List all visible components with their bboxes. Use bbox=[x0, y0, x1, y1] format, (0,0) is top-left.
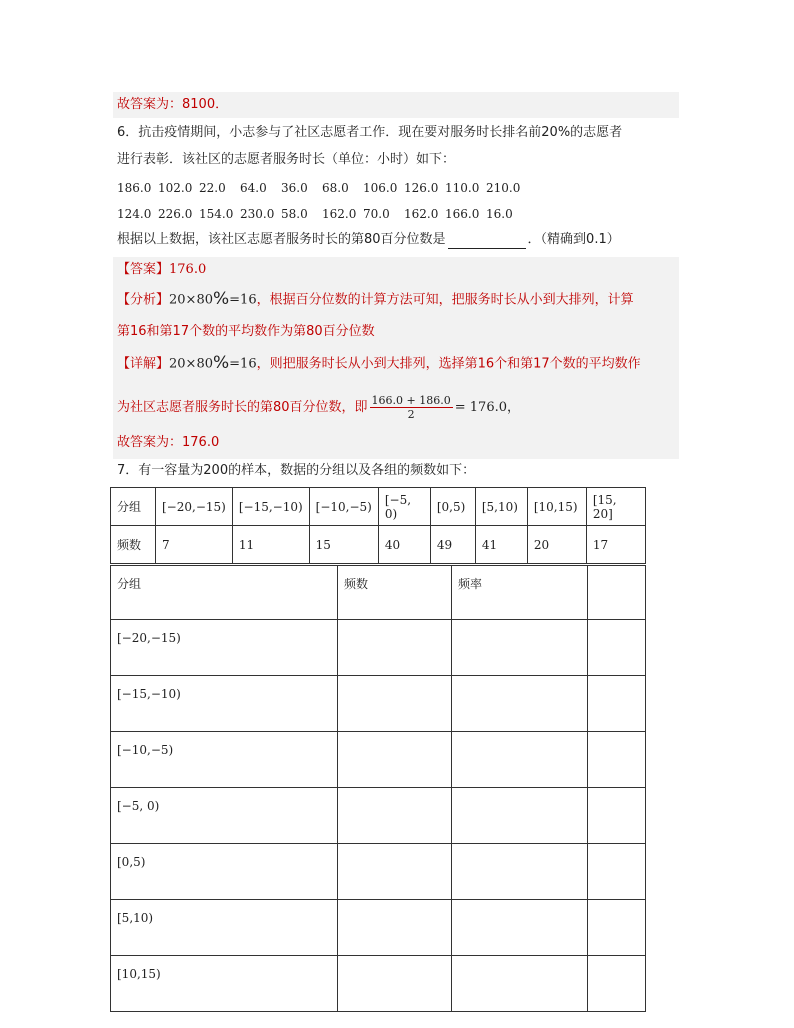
answer-blank bbox=[448, 235, 526, 249]
data-value: 210.0 bbox=[486, 181, 521, 195]
group-cell: [−20,−15) bbox=[156, 488, 233, 526]
t2-header-extra bbox=[588, 566, 646, 620]
data-value: 68.0 bbox=[322, 181, 349, 195]
frequency-table bbox=[110, 487, 646, 564]
q6-data-row2 bbox=[117, 205, 527, 223]
t2-freq-cell[interactable] bbox=[338, 620, 452, 676]
analysis-tag: 【分析】 bbox=[117, 292, 170, 308]
freq-header: 频数 bbox=[111, 526, 156, 564]
t2-rate-cell[interactable] bbox=[452, 788, 588, 844]
table2-row bbox=[111, 732, 646, 788]
freq-cell: 41 bbox=[475, 526, 527, 564]
freq-cell: 17 bbox=[586, 526, 645, 564]
detail-calc-eq: =16 bbox=[229, 356, 257, 372]
table2-row bbox=[111, 900, 646, 956]
q6-line1: 6．抗击疫情期间，小志参与了社区志愿者工作．现在要对服务时长排名前20%的志愿者 bbox=[117, 125, 623, 140]
table2-row bbox=[111, 676, 646, 732]
q6-answer bbox=[117, 261, 206, 279]
analysis-text1: ，根据百分位数的计算方法可知，把服务时长从小到大排列，计算 bbox=[256, 292, 634, 308]
data-value: 230.0 bbox=[240, 207, 275, 221]
question-text: 根据以上数据，该社区志愿者服务时长的第80百分位数是 bbox=[117, 232, 446, 247]
freq-cell: 7 bbox=[156, 526, 233, 564]
data-value: 102.0 bbox=[158, 181, 193, 195]
groups-header: 分组 bbox=[111, 488, 156, 526]
percent-sign-2: % bbox=[213, 353, 230, 373]
t2-extra-cell bbox=[588, 732, 646, 788]
data-value: 110.0 bbox=[445, 181, 480, 195]
t2-group-cell: [−20,−15) bbox=[111, 620, 338, 676]
answer-value: 176.0 bbox=[169, 262, 207, 277]
freq-cell: 20 bbox=[527, 526, 586, 564]
freq-cell: 49 bbox=[430, 526, 475, 564]
frequency-rate-table bbox=[110, 565, 646, 1012]
t2-group-cell: [10,15) bbox=[111, 956, 338, 1012]
freq-row bbox=[111, 526, 646, 564]
t2-header-group: 分组 bbox=[111, 566, 338, 620]
analysis-calc-eq: =16 bbox=[229, 292, 257, 308]
t2-group-cell: [−10,−5) bbox=[111, 732, 338, 788]
group-cell: [−5, 0) bbox=[378, 488, 430, 526]
t2-freq-cell[interactable] bbox=[338, 844, 452, 900]
data-value: 58.0 bbox=[281, 207, 308, 221]
detail-text1: ，则把服务时长从小到大排列，选择第16个和第17个数的平均数作 bbox=[256, 356, 641, 372]
t2-rate-cell[interactable] bbox=[452, 732, 588, 788]
q6-final-answer: 故答案为：176.0 bbox=[117, 435, 220, 450]
q6-analysis-line2: 第16和第17个数的平均数作为第80百分位数 bbox=[117, 324, 375, 339]
data-value: 70.0 bbox=[363, 207, 390, 221]
t2-header-rate: 频率 bbox=[452, 566, 588, 620]
data-value: 162.0 bbox=[404, 207, 439, 221]
t2-rate-cell[interactable] bbox=[452, 676, 588, 732]
group-cell: [10,15) bbox=[527, 488, 586, 526]
t2-extra-cell bbox=[588, 900, 646, 956]
t2-freq-cell[interactable] bbox=[338, 732, 452, 788]
t2-group-cell: [0,5) bbox=[111, 844, 338, 900]
table2-row bbox=[111, 788, 646, 844]
t2-freq-cell[interactable] bbox=[338, 676, 452, 732]
group-cell: [0,5) bbox=[430, 488, 475, 526]
q6-detail-line2 bbox=[117, 394, 520, 421]
t2-freq-cell[interactable] bbox=[338, 956, 452, 1012]
freq-cell: 15 bbox=[309, 526, 378, 564]
t2-extra-cell bbox=[588, 620, 646, 676]
t2-rate-cell[interactable] bbox=[452, 900, 588, 956]
detail-tag: 【详解】 bbox=[117, 356, 170, 372]
data-value: 106.0 bbox=[363, 181, 398, 195]
q6-question bbox=[117, 231, 620, 249]
t2-group-cell: [−5, 0) bbox=[111, 788, 338, 844]
groups-row bbox=[111, 488, 646, 526]
q6-line2: 进行表彰．该社区的志愿者服务时长（单位：小时）如下： bbox=[117, 152, 456, 167]
data-value: 166.0 bbox=[445, 207, 480, 221]
detail-result: = 176.0， bbox=[454, 400, 520, 415]
table2-row bbox=[111, 620, 646, 676]
group-cell: [−15,−10) bbox=[232, 488, 309, 526]
group-cell: [−10,−5) bbox=[309, 488, 378, 526]
data-value: 16.0 bbox=[486, 207, 513, 221]
group-cell: [5,10) bbox=[475, 488, 527, 526]
detail-text2: 为社区志愿者服务时长的第80百分位数，即 bbox=[117, 400, 368, 415]
t2-freq-cell[interactable] bbox=[338, 788, 452, 844]
data-value: 226.0 bbox=[158, 207, 193, 221]
data-value: 36.0 bbox=[281, 181, 308, 195]
table2-row bbox=[111, 956, 646, 1012]
t2-extra-cell bbox=[588, 956, 646, 1012]
q6-data-row1 bbox=[117, 179, 527, 197]
t2-rate-cell[interactable] bbox=[452, 956, 588, 1012]
q6-detail-line1 bbox=[117, 355, 641, 374]
data-value: 186.0 bbox=[117, 181, 152, 195]
t2-group-cell: [5,10) bbox=[111, 900, 338, 956]
t2-rate-cell[interactable] bbox=[452, 844, 588, 900]
freq-cell: 11 bbox=[232, 526, 309, 564]
freq-cell: 40 bbox=[378, 526, 430, 564]
percent-sign: % bbox=[213, 289, 230, 309]
t2-rate-cell[interactable] bbox=[452, 620, 588, 676]
data-value: 126.0 bbox=[404, 181, 439, 195]
data-value: 162.0 bbox=[322, 207, 357, 221]
t2-extra-cell bbox=[588, 676, 646, 732]
analysis-calc: 20×80 bbox=[169, 292, 213, 308]
t2-header-freq: 频数 bbox=[338, 566, 452, 620]
data-value: 154.0 bbox=[199, 207, 234, 221]
answer-tag: 【答案】 bbox=[117, 262, 170, 277]
table2-row bbox=[111, 844, 646, 900]
table2-header-row bbox=[111, 566, 646, 620]
data-value: 64.0 bbox=[240, 181, 267, 195]
t2-extra-cell bbox=[588, 844, 646, 900]
t2-freq-cell[interactable] bbox=[338, 900, 452, 956]
group-cell: [15, 20] bbox=[586, 488, 645, 526]
q6-analysis-line1 bbox=[117, 291, 634, 310]
data-value: 22.0 bbox=[199, 181, 226, 195]
fraction bbox=[370, 394, 453, 421]
t2-group-cell: [−15,−10) bbox=[111, 676, 338, 732]
data-value: 124.0 bbox=[117, 207, 152, 221]
fraction-denominator: 2 bbox=[407, 408, 415, 421]
detail-calc: 20×80 bbox=[169, 356, 213, 372]
q7-intro: 7．有一容量为200的样本，数据的分组以及各组的频数如下： bbox=[117, 463, 476, 478]
question-tail: ．（精确到0.1） bbox=[527, 232, 620, 247]
prev-answer: 故答案为：8100． bbox=[117, 97, 229, 112]
fraction-numerator: 166.0 + 186.0 bbox=[371, 394, 451, 407]
t2-extra-cell bbox=[588, 788, 646, 844]
